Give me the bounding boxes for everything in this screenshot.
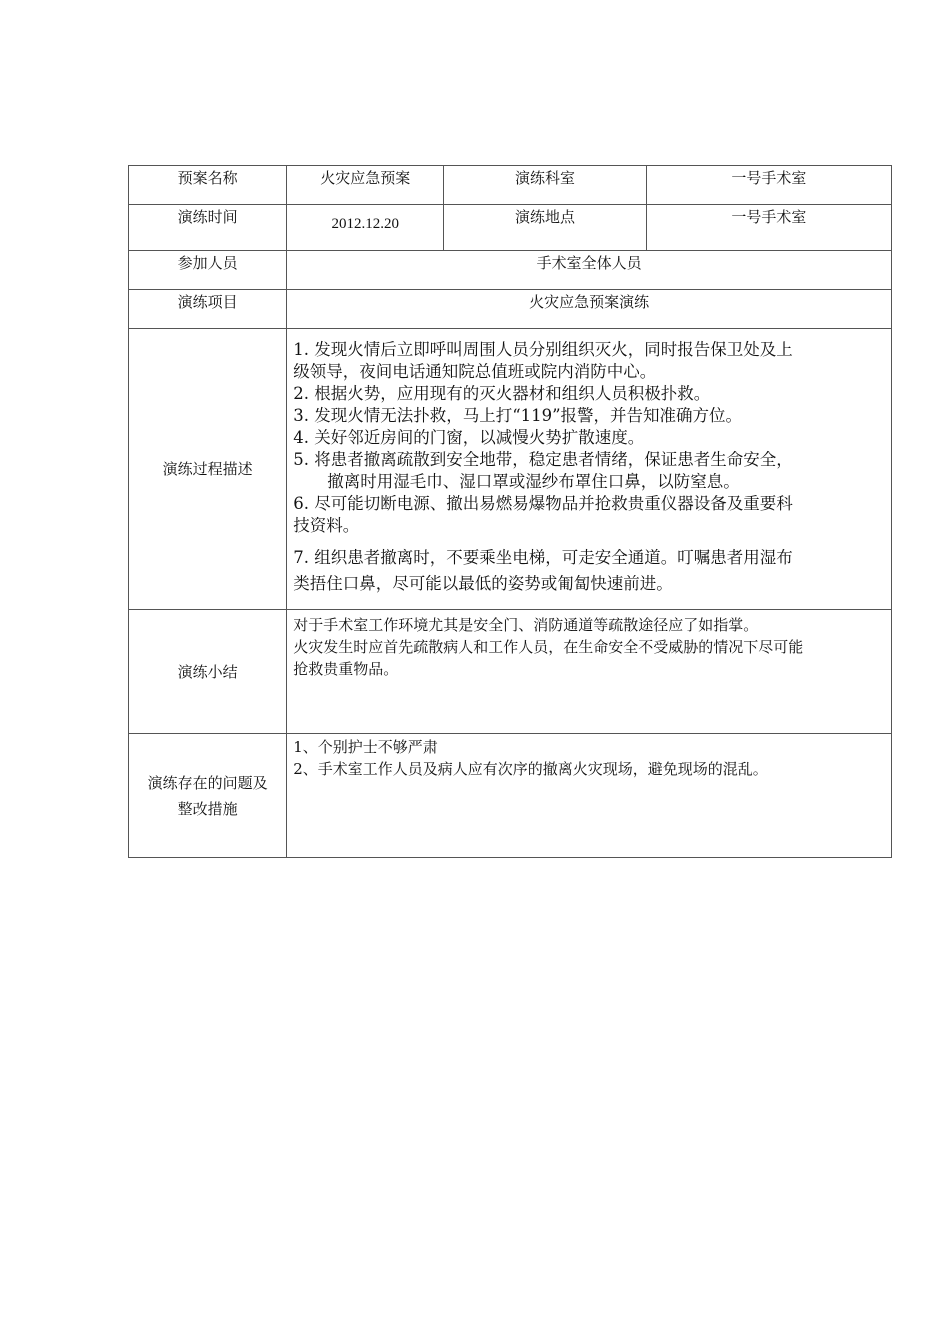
summary-label: 演练小结 bbox=[129, 610, 287, 734]
process-line: 6. 尽可能切断电源、撤出易燃易爆物品并抢救贵重仪器设备及重要科 bbox=[293, 494, 793, 513]
summary-content bbox=[287, 610, 892, 734]
table-row bbox=[129, 610, 892, 734]
process-line: 1. 发现火情后立即呼叫周围人员分别组织灭火，同时报告保卫处及上 bbox=[293, 340, 793, 359]
process-label: 演练过程描述 bbox=[129, 329, 287, 610]
place-value: 一号手术室 bbox=[646, 205, 891, 251]
issues-content bbox=[287, 734, 892, 858]
plan-name-value: 火灾应急预案 bbox=[287, 166, 444, 205]
process-line: 7. 组织患者撤离时，不要乘坐电梯，可走安全通道。叮嘱患者用湿布 bbox=[293, 548, 793, 567]
project-label: 演练项目 bbox=[129, 290, 287, 329]
time-value: 2012.12.20 bbox=[287, 205, 444, 251]
process-description bbox=[287, 329, 892, 610]
table-row bbox=[129, 290, 892, 329]
plan-name-label: 预案名称 bbox=[129, 166, 287, 205]
dept-label: 演练科室 bbox=[444, 166, 646, 205]
place-label: 演练地点 bbox=[444, 205, 646, 251]
process-line: 类捂住口鼻，尽可能以最低的姿势或匍匐快速前进。 bbox=[293, 574, 673, 593]
summary-line: 火灾发生时应首先疏散病人和工作人员，在生命安全不受威胁的情况下尽可能 bbox=[293, 638, 804, 656]
process-line: 技资料。 bbox=[293, 516, 360, 535]
issues-label-line: 整改措施 bbox=[177, 799, 238, 818]
issue-line: 1、个别护士不够严肃 bbox=[293, 738, 438, 756]
time-label: 演练时间 bbox=[129, 205, 287, 251]
table-row bbox=[129, 205, 892, 251]
summary-line: 对于手术室工作环境尤其是安全门、消防通道等疏散途径应了如指掌。 bbox=[293, 616, 759, 634]
issues-label-line: 演练存在的问题及 bbox=[147, 773, 268, 792]
participants-label: 参加人员 bbox=[129, 251, 287, 290]
issues-label bbox=[129, 734, 287, 858]
summary-line: 抢救贵重物品。 bbox=[293, 660, 399, 678]
project-value: 火灾应急预案演练 bbox=[287, 290, 892, 329]
participants-value: 手术室全体人员 bbox=[287, 251, 892, 290]
dept-value: 一号手术室 bbox=[646, 166, 891, 205]
process-line: 级领导，夜间电话通知院总值班或院内消防中心。 bbox=[293, 362, 657, 381]
table-row bbox=[129, 166, 892, 205]
table-row bbox=[129, 329, 892, 610]
process-line: 5. 将患者撤离疏散到安全地带，稳定患者情绪，保证患者生命安全， bbox=[293, 450, 793, 469]
table-row bbox=[129, 251, 892, 290]
process-line: 2. 根据火势，应用现有的灭火器材和组织人员积极扑救。 bbox=[293, 384, 711, 403]
issue-line: 2、手术室工作人员及病人应有次序的撤离火灾现场，避免现场的混乱。 bbox=[293, 760, 768, 778]
table-row bbox=[129, 734, 892, 858]
process-line: 3. 发现火情无法扑救，马上打“119”报警，并告知准确方位。 bbox=[293, 406, 743, 425]
process-line: 4. 关好邻近房间的门窗，以减慢火势扩散速度。 bbox=[293, 428, 645, 447]
drill-record-table bbox=[128, 165, 892, 858]
process-line: 撤离时用湿毛巾、湿口罩或湿纱布罩住口鼻，以防窒息。 bbox=[327, 472, 740, 491]
